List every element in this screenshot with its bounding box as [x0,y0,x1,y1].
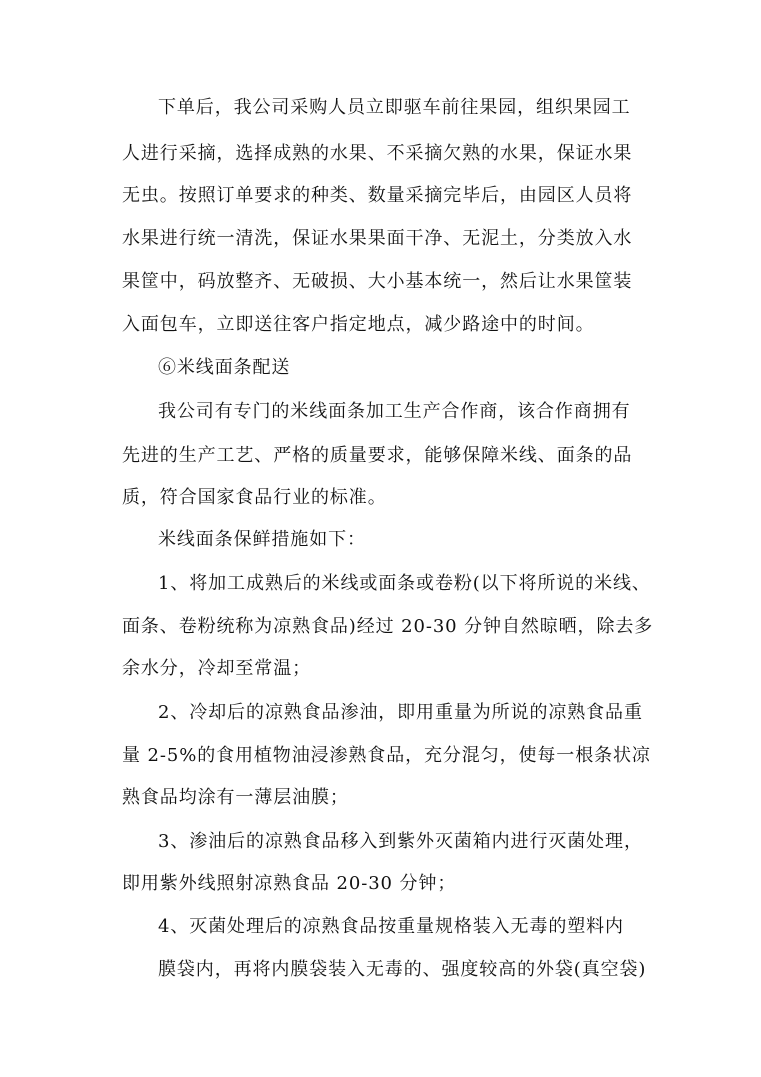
text-line: 膜袋内，再将内膜袋装入无毒的、强度较高的外袋(真空袋) [158,959,647,980]
text-line: 水果进行统一清洗，保证水果果面干净、无泥土，分类放入水 [122,228,633,249]
text-line: 量 2-5%的食用植物油浸渗熟食品，充分混匀，使每一根条状凉 [122,745,651,766]
text-line: 先进的生产工艺、严格的质量要求，能够保障米线、面条的品 [122,445,633,466]
section-heading: ⑥米线面条配送 [158,357,291,378]
text-line: 面条、卷粉统称为凉熟食品)经过 20-30 分钟自然晾晒，除去多 [122,616,654,637]
text-line: 3、渗油后的凉熟食品移入到紫外灭菌箱内进行灭菌处理， [158,831,643,852]
text-line: 下单后，我公司采购人员立即驱车前往果园，组织果园工 [158,97,631,118]
text-line: 1、将加工成熟后的米线或面条或卷粉(以下将所说的米线、 [158,573,651,594]
text-line: 我公司有专门的米线面条加工生产合作商，该合作商拥有 [158,401,631,422]
text-line: 果筐中，码放整齐、无破损、大小基本统一，然后让水果筐装 [122,271,633,292]
text-line: 质，符合国家食品行业的标准。 [122,487,387,508]
text-line: 余水分，冷却至常温； [122,658,311,679]
text-line: 入面包车，立即送往客户指定地点，减少路途中的时间。 [122,314,595,335]
text-line: 2、冷却后的凉熟食品渗油，即用重量为所说的凉熟食品重 [158,702,643,723]
text-line: 4、灭菌处理后的凉熟食品按重量规格装入无毒的塑料内 [158,916,624,937]
text-line: 米线面条保鲜措施如下： [158,529,366,550]
text-line: 无虫。按照订单要求的种类、数量采摘完毕后，由园区人员将 [122,185,633,206]
text-line: 熟食品均涂有一薄层油膜； [122,787,349,808]
text-line: 即用紫外线照射凉熟食品 20-30 分钟； [122,873,457,894]
text-line: 人进行采摘，选择成熟的水果、不采摘欠熟的水果，保证水果 [122,143,633,164]
